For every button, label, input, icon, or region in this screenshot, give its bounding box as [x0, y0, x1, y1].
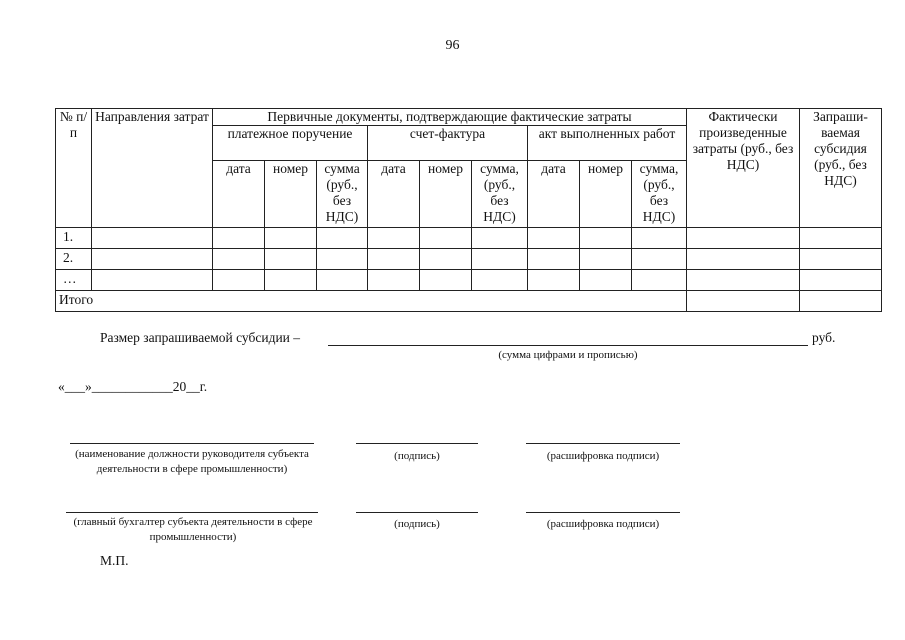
header-number-2: номер	[420, 161, 472, 228]
row-number: 1.	[56, 228, 92, 249]
head-decode-caption: (расшифровка подписи)	[546, 450, 660, 462]
header-direction: Направления затрат	[92, 109, 213, 228]
total-label: Итого	[56, 291, 687, 312]
row-number: …	[56, 270, 92, 291]
header-invoice: счет-фактура	[368, 126, 528, 161]
header-sum-1: сумма (руб., без НДС)	[317, 161, 368, 228]
header-actual-costs: Фактически произведенные затраты (руб., без НДС)	[687, 109, 800, 228]
head-signature-caption: (подпись)	[394, 450, 440, 462]
accountant-position-line	[66, 512, 318, 513]
total-row	[56, 291, 882, 312]
accountant-decode-caption: (расшифровка подписи)	[546, 518, 660, 530]
header-number-1: номер	[265, 161, 317, 228]
header-num: № п/п	[56, 109, 92, 228]
accountant-signature-caption: (подпись)	[394, 518, 440, 530]
header-number-3: номер	[580, 161, 632, 228]
costs-table	[55, 108, 882, 312]
accountant-position-caption: (главный бухгалтер субъекта деятельности в сфере промышленности)	[73, 516, 313, 543]
header-payment-order: платежное поручение	[213, 126, 368, 161]
table-row	[56, 249, 882, 270]
date-line: «___»____________20__г.	[58, 379, 208, 394]
header-act: акт выполненных работ	[528, 126, 687, 161]
stamp-label: М.П.	[100, 553, 129, 568]
summary-unit: руб.	[812, 330, 836, 345]
page-number: 96	[445, 38, 460, 53]
head-signature-line	[356, 443, 478, 444]
summary-label: Размер запрашиваемой субсидии –	[100, 330, 301, 345]
head-position-line	[70, 443, 314, 444]
accountant-signature-line	[356, 512, 478, 513]
header-row-1	[56, 109, 882, 126]
table-row	[56, 228, 882, 249]
summary-amount-line	[328, 345, 808, 346]
row-number: 2.	[56, 249, 92, 270]
header-sum-2: сумма, (руб., без НДС)	[472, 161, 528, 228]
header-sum-3: сумма, (руб., без НДС)	[632, 161, 687, 228]
summary-hint: (сумма цифрами и прописью)	[498, 349, 638, 361]
table-row	[56, 270, 882, 291]
header-date-3: дата	[528, 161, 580, 228]
header-primary-docs: Первичные документы, подтверждающие фактические затраты	[213, 109, 687, 126]
header-date-1: дата	[213, 161, 265, 228]
header-date-2: дата	[368, 161, 420, 228]
head-decode-line	[526, 443, 680, 444]
accountant-decode-line	[526, 512, 680, 513]
head-position-caption: (наименование должности руководителя субъекта деятельности в сфере промышленности)	[75, 448, 309, 475]
header-requested: Запраши-ваемая субсидия (руб., без НДС)	[800, 109, 882, 228]
